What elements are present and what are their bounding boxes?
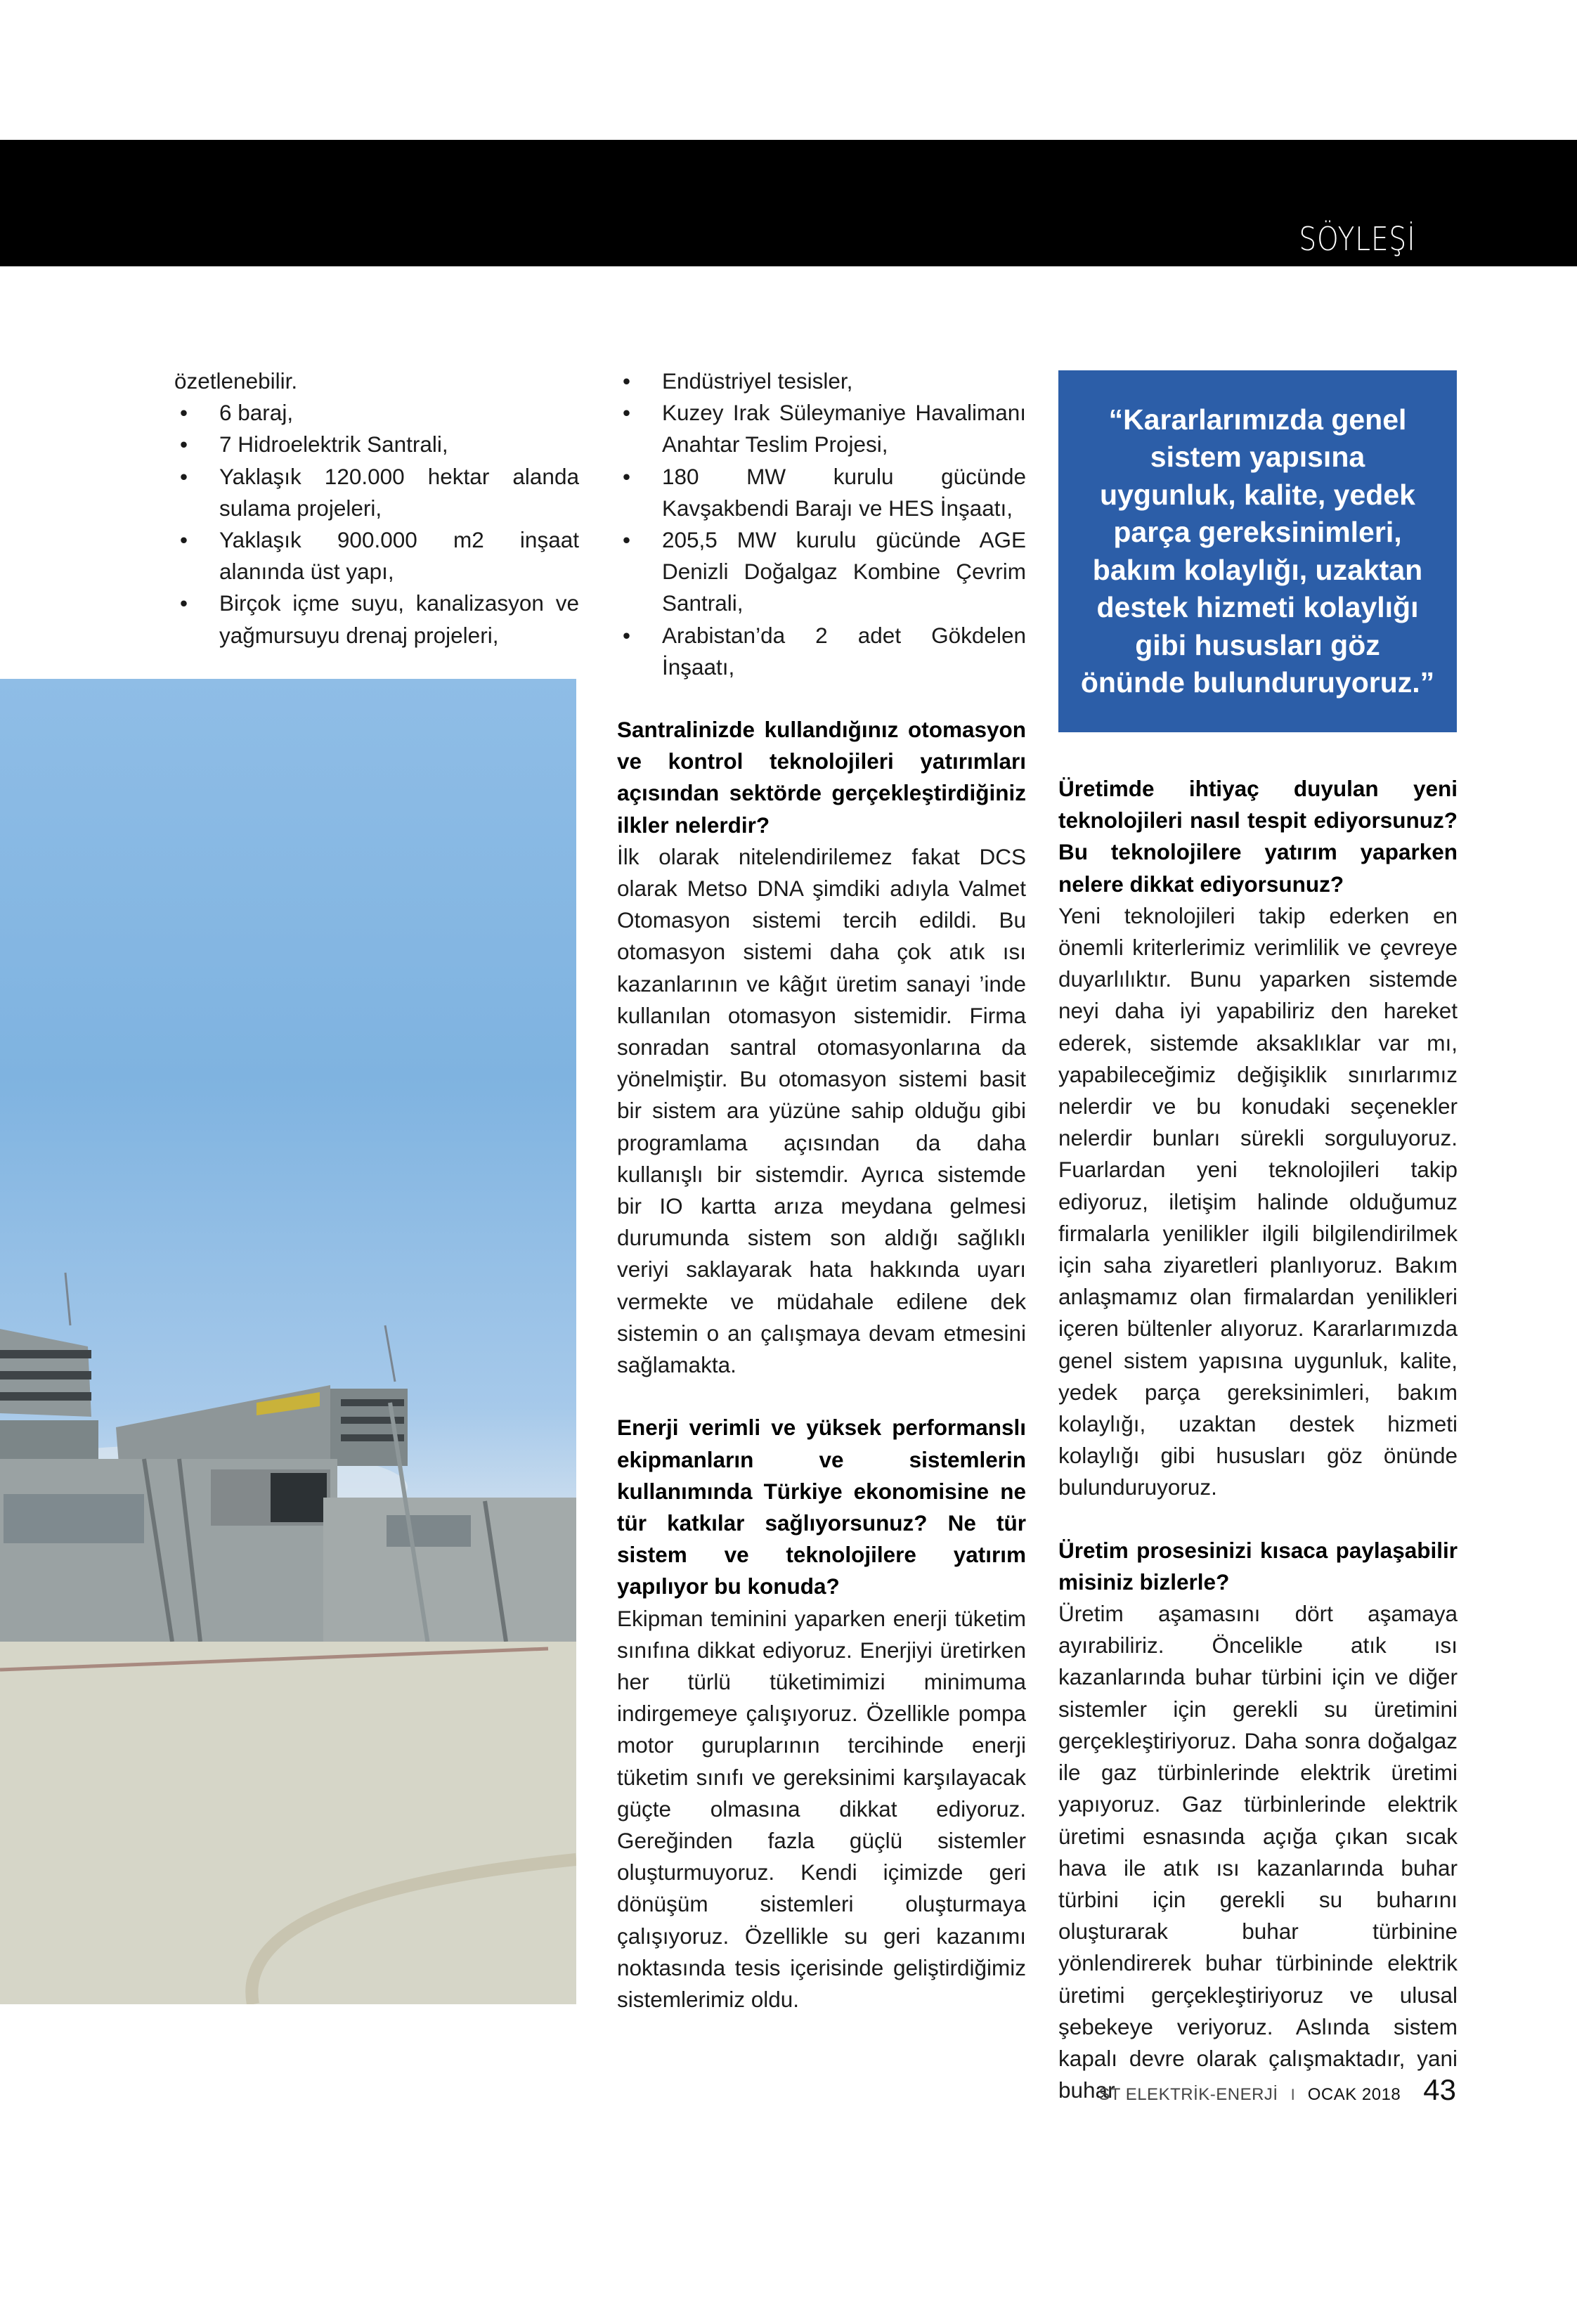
list-item <box>617 397 1026 460</box>
louvre <box>0 1371 91 1380</box>
column-2 <box>617 365 1026 2015</box>
panel-shape <box>4 1494 144 1543</box>
interview-answer: Ekipman teminini yaparken enerji tüketim sınıfına dikkat ediyoruz. Enerjiyi üretirken her türlü tüketimimizi minimuma indirgemeye çalışıyoruz. Özellikle pompa motor guruplarının tercihinde enerji tüketim sınıfı ve gereksinimi karşılayacak güçte olmasına dikkat ediyoruz. Gereğinden fazla güçlü sistemler oluşturmuyoruz. Kendi içimizde geri dönüşüm sistemleri oluşturmaya çalışıyoruz. Özellikle su geri kazanımı noktasında tesis içerisinde geliştirdiğimiz sistemlerimiz oldu. <box>617 1605 1026 2012</box>
list-item <box>174 461 579 524</box>
list-item-text: 205,5 MW kurulu gücünde AGE Denizli Doğalgaz Kombine Çevrim Santrali, <box>662 527 1026 616</box>
column-1 <box>174 365 579 651</box>
louvre <box>0 1392 91 1401</box>
issue-date: OCAK 2018 <box>1307 2085 1401 2104</box>
list-item <box>617 620 1026 683</box>
spacer <box>1058 1504 1458 1535</box>
list-item-text: Yaklaşık 120.000 hektar alanda sulama projeleri, <box>219 463 579 521</box>
bullet-icon: • <box>623 400 631 426</box>
project-list-2 <box>617 365 1026 683</box>
bullet-icon: • <box>180 431 188 457</box>
bullet-icon: • <box>623 527 631 553</box>
list-item-text: Kuzey Irak Süleymaniye Havalimanı Anahtar Teslim Projesi, <box>662 400 1026 457</box>
bullet-icon: • <box>623 622 631 648</box>
interview-question: Santralinizde kullandığınız otomasyon ve kontrol teknolojileri yatırımları açısından sektörde gerçekleştirdiğiniz ilkler nelerdir? <box>617 717 1026 838</box>
bullet-icon: • <box>623 463 631 489</box>
page-footer <box>1098 2073 1456 2107</box>
interview-answer: Yeni teknolojileri takip ederken en önemli kriterlerimiz verimlilik ve çevreye duyarlılıktır. Bunu yaparken sistemde neyi daha iyi yapabiliriz den hareket ederek, sistemde aksaklıklar var mı, yapabileceğimiz değişiklik sınırlarımız nelerdir ve bu konudaki seçenekler nelerdir bunları sürekli sorguluyoruz. Fuarlardan yeni teknolojileri takip ediyoruz, iletişim halinde olduğumuz firmalarla yenilikler ilgili bilgilendirilmek için saha ziyaretleri planlıyoruz. Bakım anlaşmamız olan firmalardan yenilikleri içeren bültenler alıyoruz. Kararlarımızda genel sistem yapısına uygunluk, kalite, yedek parça gereksinimleri, bakım kolaylığı, uzaktan destek hizmeti kolaylığı gibi hususları göz önünde bulunduruyoruz. <box>1058 902 1458 1500</box>
antenna-mast <box>385 1325 395 1382</box>
list-item-text: Arabistan’da 2 adet Gökdelen İnşaatı, <box>662 622 1026 680</box>
interview-question: Üretimde ihtiyaç duyulan yeni teknolojileri nasıl tespit ediyorsunuz? Bu teknolojilere yatırım yaparken nelere dikkat ediyorsunuz? <box>1058 776 1458 897</box>
pull-quote-text: “Kararlarımızda genel sistem yapısına uygunluk, kalite, yedek parça gereksinimleri, bakım kolaylığı, uzaktan destek hizmeti kolaylığı gibi hususları göz önünde bulunduruyoruz.” <box>1080 403 1435 699</box>
list-item <box>617 365 1026 397</box>
antenna-mast <box>65 1273 70 1325</box>
bullet-icon: • <box>180 527 188 553</box>
duct-opening <box>271 1473 327 1522</box>
power-plant-photo <box>0 679 576 2004</box>
project-list-1 <box>174 397 579 651</box>
spacer <box>617 1381 1026 1412</box>
footer-separator: I <box>1290 2086 1295 2103</box>
panel-shape <box>387 1515 471 1547</box>
list-item <box>174 429 579 460</box>
list-item-text: Yaklaşık 900.000 m2 inşaat alanında üst yapı, <box>219 527 579 585</box>
list-item-text: 7 Hidroelektrik Santrali, <box>219 431 448 457</box>
bullet-icon: • <box>180 463 188 489</box>
list-item-text: 6 baraj, <box>219 400 294 426</box>
magazine-name: ST ELEKTRİK-ENERJİ <box>1098 2085 1278 2104</box>
list-item <box>174 397 579 429</box>
bullet-icon: • <box>623 368 631 394</box>
column-3 <box>1058 773 1458 2106</box>
louvre <box>0 1350 91 1358</box>
interview-question: Enerji verimli ve yüksek performanslı ekipmanların ve sistemlerin kullanımında Türkiye ekonomisine ne tür katkılar sağlıyorsunuz? Ne tür sistem ve teknolojilere yatırım yapılıyor bu konuda? <box>617 1415 1026 1599</box>
list-item <box>174 524 579 588</box>
interview-answer: Üretim aşamasını dört aşamaya ayırabiliriz. Öncelikle atık ısı kazanlarında buhar türbini için ve diğer sistemler için gerekli su üretimini gerçekleştiriyoruz. Daha sonra doğalgaz ile gaz türbinlerinde elektrik üretimi yapıyoruz. Gaz türbinlerinde elektrik üretimi esnasında açığa çıkan sıcak hava ile atık ısı kazanlarında buhar türbini için gerekli su buharını oluşturarak buhar türbinine yönlendirerek buhar türbininde elektrik üretimi gerçekleştiriyoruz ve ulusal şebekeye veriyoruz. Aslında sistem kapalı devre olarak çalışmaktadır, yani buhar <box>1058 1601 1458 2103</box>
pull-quote-box <box>1058 370 1457 732</box>
page-number: 43 <box>1423 2073 1456 2106</box>
intro-text: özetlenebilir. <box>174 368 298 394</box>
list-item <box>617 524 1026 620</box>
list-item-text: Endüstriyel tesisler, <box>662 368 853 394</box>
interview-question: Üretim prosesinizi kısaca paylaşabilir misiniz bizlerle? <box>1058 1537 1458 1595</box>
louvre <box>341 1399 404 1406</box>
interview-answer: İlk olarak nitelendirilemez fakat DCS olarak Metso DNA şimdiki adıyla Valmet Otomasyon sistemi tercih edildi. Bu otomasyon sistemi daha çok atık ısı kazanlarının ve kâğıt üretim sanayi ’inde kullanılan otomasyon sistemidir. Firma sonradan santral otomasyonlarına da yönelmiştir. Bu otomasyon sistemi basit bir sistem ara yüzüne sahip olduğu gibi programlama açısından da daha kullanışlı bir sistemdir. Ayrıca sistemde bir IO kartta arıza meydana gelmesi durumunda sistem son aldığı sağlıklı veriyi saklayarak hata hakkında uyarı vermekte ve müdahale edilene dek sistemin o an çalışmaya devam etmesini sağlamakta. <box>617 843 1026 1378</box>
header-band <box>0 140 1577 266</box>
section-label: SÖYLEŞİ <box>1298 220 1415 258</box>
bullet-icon: • <box>180 590 188 616</box>
spacer <box>617 683 1026 714</box>
power-plant-illustration <box>0 679 576 2004</box>
ground-shape <box>0 1642 576 2004</box>
bullet-icon: • <box>180 400 188 426</box>
list-item-text: 180 MW kurulu gücünde Kavşakbendi Barajı ve HES İnşaatı, <box>662 463 1026 521</box>
list-item <box>174 588 579 651</box>
list-item <box>617 461 1026 524</box>
list-item-text: Birçok içme suyu, kanalizasyon ve yağmursuyu drenaj projeleri, <box>219 590 579 648</box>
